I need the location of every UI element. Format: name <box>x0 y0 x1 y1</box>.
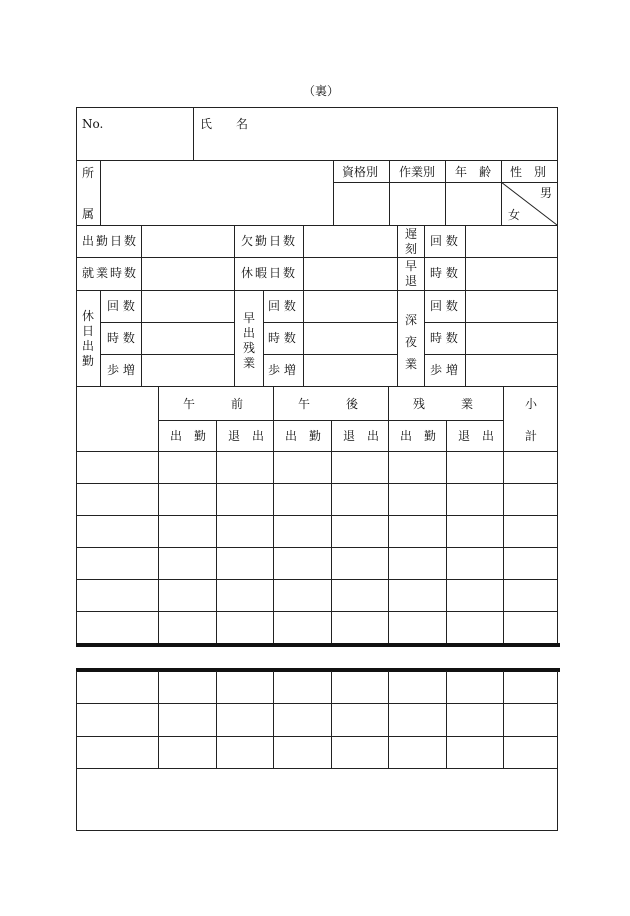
name-label: 氏 名 <box>200 117 249 131</box>
afternoon-clock-out: 退 出 <box>343 429 380 443</box>
back-side-label: （裏） <box>303 84 340 98</box>
holiday-work-label: 休日出勤 <box>81 309 94 368</box>
late-night-label: 深夜業 <box>404 313 417 371</box>
qualification-label: 資格別 <box>342 165 379 179</box>
work-type-label: 作業別 <box>399 165 436 179</box>
affiliation-label-top: 所 <box>82 166 95 180</box>
subtotal-header-bottom: 計 <box>525 429 538 443</box>
overtime-hours-label: 時 数 <box>268 331 296 345</box>
overtime-clock-in: 出 勤 <box>400 429 437 443</box>
overtime-stepup-label: 歩 増 <box>268 363 296 377</box>
night-stepup-label: 歩 増 <box>430 363 458 377</box>
morning-clock-in: 出 勤 <box>170 429 207 443</box>
leave-days-label: 休暇日数 <box>241 266 298 280</box>
overtime-header: 残 業 <box>413 397 474 411</box>
late-count-label: 回 数 <box>430 234 458 248</box>
night-hours-label: 時 数 <box>430 331 458 345</box>
holiday-count-label: 回 数 <box>107 299 135 313</box>
male-label: 男 <box>540 186 553 200</box>
late-label: 遅刻 <box>404 227 417 256</box>
afternoon-clock-in: 出 勤 <box>285 429 322 443</box>
overtime-count-label: 回 数 <box>268 299 296 313</box>
overtime-clock-out: 退 出 <box>458 429 495 443</box>
afternoon-header: 午 後 <box>298 397 359 411</box>
attendance-days-label: 出勤日数 <box>82 234 139 248</box>
morning-header: 午 前 <box>183 397 244 411</box>
holiday-hours-label: 時 数 <box>107 331 135 345</box>
subtotal-header-top: 小 <box>525 397 538 411</box>
night-count-label: 回 数 <box>430 299 458 313</box>
age-label: 年 齢 <box>455 165 492 179</box>
no-label: No. <box>82 117 104 131</box>
holiday-stepup-label: 歩 増 <box>107 363 135 377</box>
early-leave-hours-label: 時 数 <box>430 266 458 280</box>
morning-clock-out: 退 出 <box>228 429 265 443</box>
absence-days-label: 欠勤日数 <box>241 234 298 248</box>
affiliation-label-bottom: 属 <box>82 207 95 221</box>
female-label: 女 <box>508 208 521 222</box>
working-hours-label: 就業時数 <box>82 266 139 280</box>
early-overtime-label: 早出残業 <box>242 311 255 370</box>
sex-label: 性 別 <box>510 165 547 179</box>
early-leave-label: 早退 <box>404 259 417 288</box>
